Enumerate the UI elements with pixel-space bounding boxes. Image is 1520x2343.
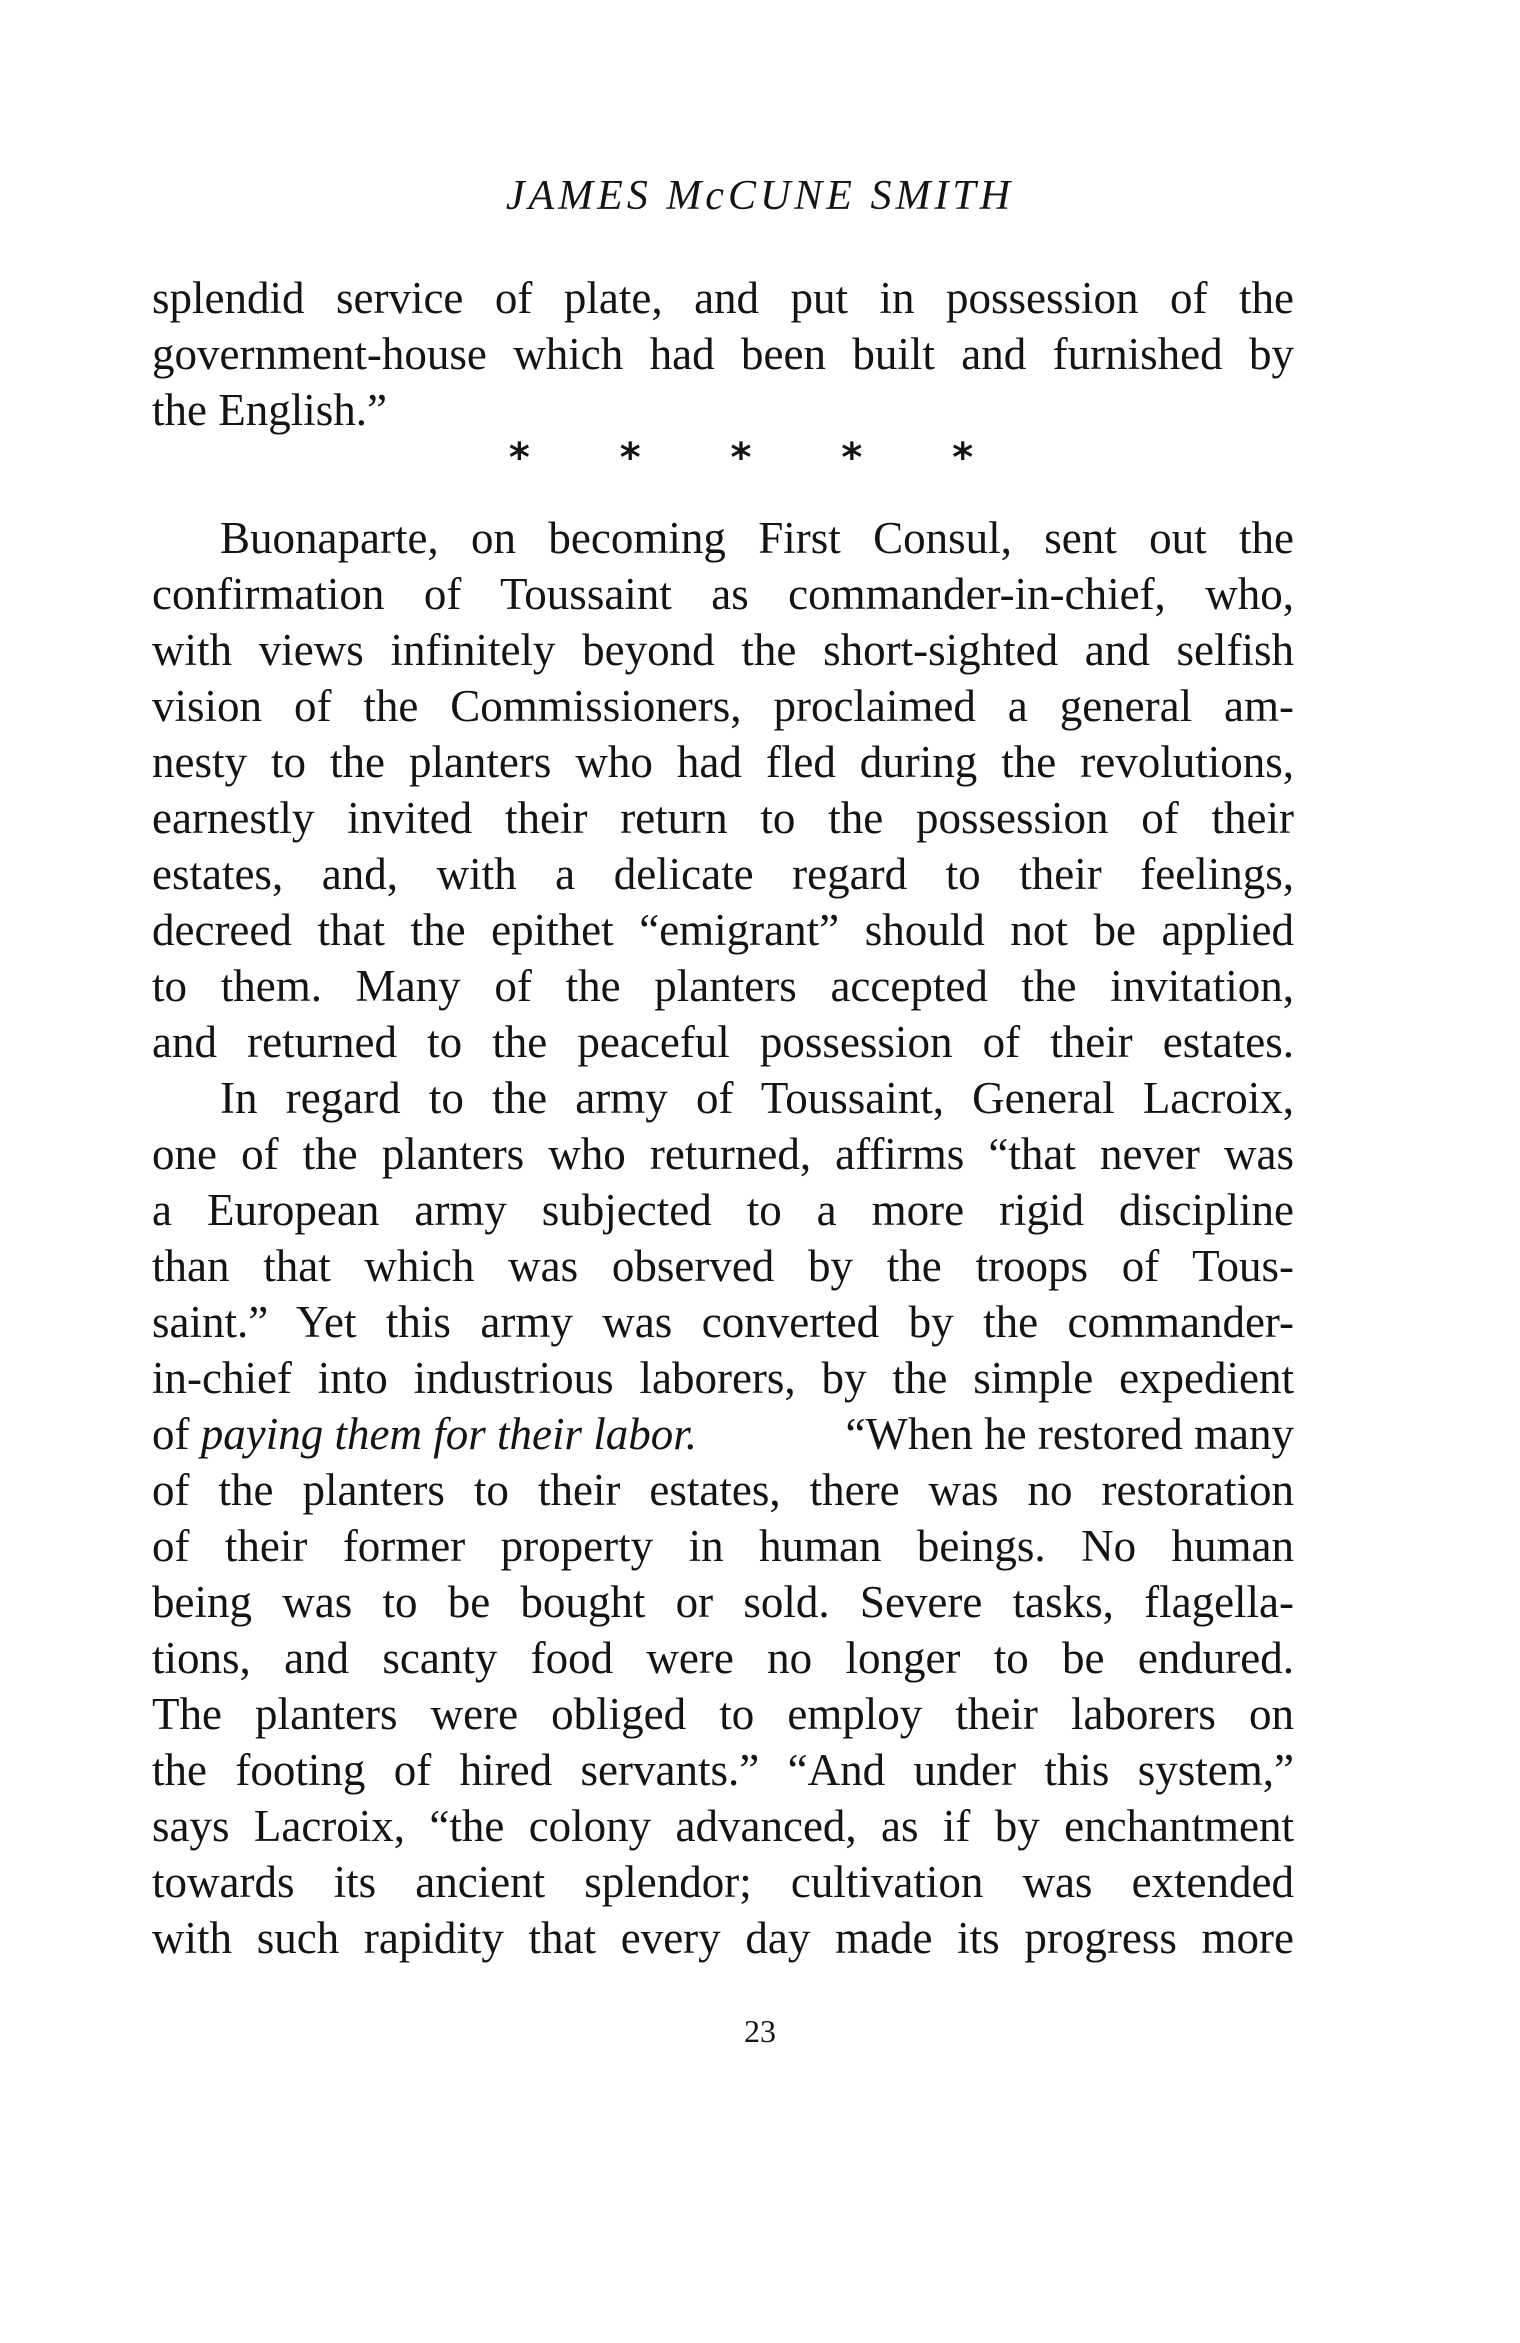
text-line: than that which was observed by the troops of Tous- (152, 1241, 1294, 1291)
text-line: decreed that the epithet “emigrant” should not be applied (152, 905, 1294, 955)
text-line: and returned to the peaceful possession of their estates. (152, 1017, 1294, 1067)
text-line: vision of the Commissioners, proclaimed a general am- (152, 681, 1294, 731)
text-line: the English.” (152, 385, 387, 435)
text-fragment: of (152, 1409, 201, 1459)
text-line: to them. Many of the planters accepted the invitation, (152, 961, 1294, 1011)
text-line: with such rapidity that every day made its progress more (152, 1913, 1294, 1963)
italic-emphasis: paying them for their labor. (200, 1409, 697, 1459)
paragraph-first-line: In regard to the army of Toussaint, General Lacroix, (220, 1073, 1294, 1123)
text-line: a European army subjected to a more rigid discipline (152, 1185, 1294, 1235)
text-line: with views infinitely beyond the short-sighted and selfish (152, 625, 1294, 675)
text-line-with-italic (152, 1406, 1294, 1462)
text-line: of the planters to their estates, there was no restoration (152, 1465, 1294, 1515)
text-line: being was to be bought or sold. Severe tasks, flagella- (152, 1577, 1294, 1627)
text-line: estates, and, with a delicate regard to their feelings, (152, 849, 1294, 899)
text-line: saint.” Yet this army was converted by the commander- (152, 1297, 1294, 1347)
page-number: 23 (744, 2013, 776, 2049)
text-line: one of the planters who returned, affirms “that never was (152, 1129, 1294, 1179)
paragraph-first-line: Buonaparte, on becoming First Consul, sent out the (220, 513, 1294, 563)
text-line: in-chief into industrious laborers, by the simple expedient (152, 1353, 1294, 1403)
text-line: says Lacroix, “the colony advanced, as if by enchantment (152, 1801, 1294, 1851)
text-line: of their former property in human beings. No human (152, 1521, 1294, 1571)
text-line: The planters were obliged to employ their laborers on (152, 1689, 1294, 1739)
text-line: tions, and scanty food were no longer to be endured. (152, 1633, 1294, 1683)
section-separator: * * * * * (508, 435, 1012, 481)
text-line: government-house which had been built and furnished by (152, 329, 1294, 379)
running-head: JAMES McCUNE SMITH (505, 173, 1015, 219)
text-line: earnestly invited their return to the possession of their (152, 793, 1294, 843)
text-line: towards its ancient splendor; cultivation was extended (152, 1857, 1294, 1907)
text-line: nesty to the planters who had fled during the revolutions, (152, 737, 1294, 787)
text-line: confirmation of Toussaint as commander-in-chief, who, (152, 569, 1294, 619)
text-line: the footing of hired servants.” “And under this system,” (152, 1745, 1294, 1795)
text-line: splendid service of plate, and put in possession of the (152, 273, 1294, 323)
text-fragment: “When he restored many (845, 1409, 1294, 1459)
